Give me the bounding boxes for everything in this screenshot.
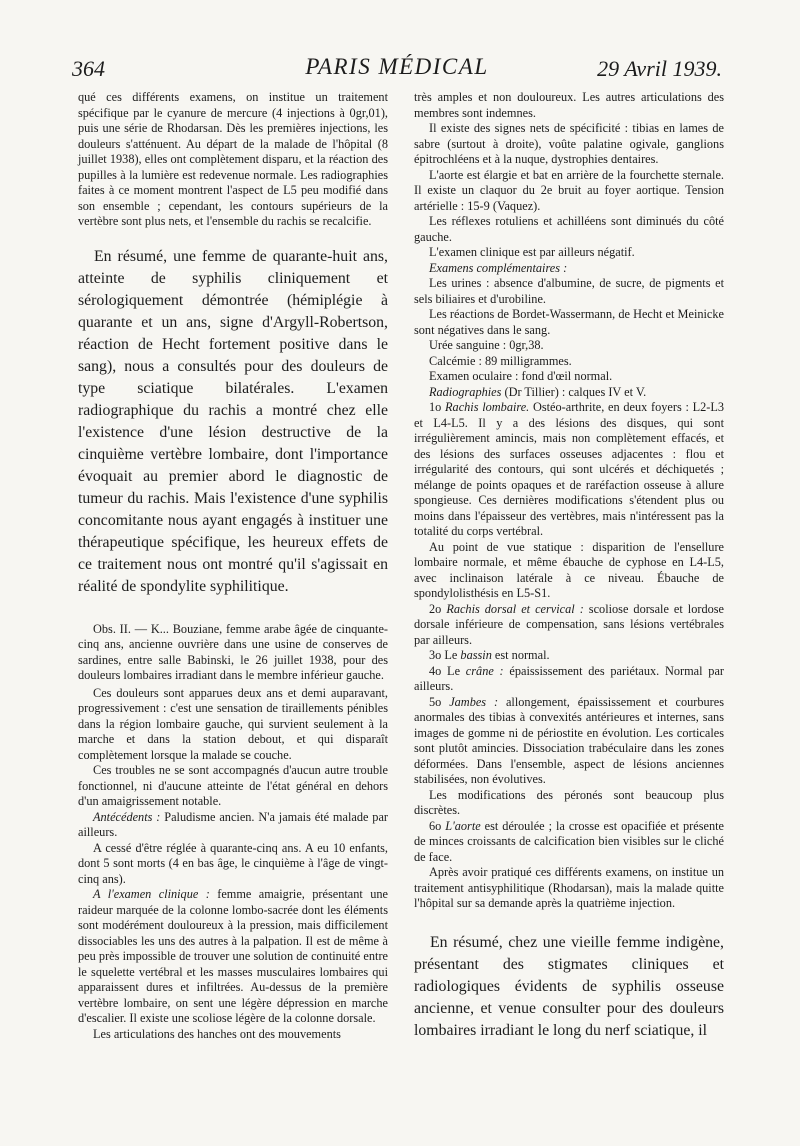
exam-paragraph [78, 887, 388, 1027]
radiographies-text: (Dr Tillier) : calques IV et V. [501, 384, 647, 399]
calcemie-line: Calcémie : 89 milligrammes. [429, 353, 572, 368]
aorte-number: 6o [429, 818, 446, 833]
urines-paragraph: Les urines : absence d'albumine, de sucre, de pigments et sels biliaires et d'urobiline. [414, 276, 724, 306]
aorte-deroulee-paragraph [414, 819, 724, 866]
rachis-lombaire-paragraph [414, 400, 724, 540]
intro-paragraph: qué ces différents examens, on institue un traitement spécifique par le cyanure de mercure (4 injections à 0gr,01), puis une série de Rhodarsan. Dès les premières injections, les douleurs s'atténuent. Au départ de la malade de l'hôpital (8 juillet 1938), elles ont complètement disparu, et la réaction des pupilles à la lumière est redevenue normale. Les radiographies faites à ce moment montrent l'aspect de L5 peu modifié dans son ensemble ; cependant, les contours supérieurs de la vertèbre sont plus nets, et l'ensemble du rachis se recalcifie. [78, 90, 388, 228]
exam-label: A l'examen clinique : [93, 887, 210, 901]
jambes-label: Jambes : [449, 694, 499, 709]
dorsal-text: scoliose dorsale et lordose dorsale inférieure de compensation, sans lésions vertébrales par ailleurs. [414, 601, 725, 647]
rachis-label: Rachis lombaire. [445, 400, 530, 414]
bassin-text: est normal. [491, 648, 550, 662]
regles-paragraph: A cessé d'être réglée à quarante-cinq ans. A eu 10 enfants, dont 5 sont morts (4 en bas âge, le cinquième à l'âge de vingt-cinq ans). [78, 840, 388, 886]
aorte-text: est déroulée ; la crosse est opacifiée et présente de minces croissants de calcification bien visibles sur le cliché de face. [414, 818, 724, 864]
dorsal-number: 2o [429, 601, 447, 616]
oculaire-line: Examen oculaire : fond d'œil normal. [429, 369, 613, 383]
reflexes-paragraph: Les réflexes rotuliens et achilléens sont diminués du côté gauche. [414, 214, 724, 244]
crane-label: crâne : [465, 663, 504, 678]
jambes-text: allongement, épaississement et courbures anormales des tibias à convexités antérieures et internes, sans images de gomme ni de périostite en évolution. Les corticales sont plutôt amincies. Dissociation trabéculaire dans les zones déformées. Dans l'ensemble, aspect de lésions anciennes stabilisées, non évolutives. [414, 694, 724, 786]
issue-date: 29 Avril 1939. [597, 56, 722, 81]
troubles-paragraph: Ces troubles ne se sont accompagnés d'aucun autre trouble fonctionnel, ni d'aucune atteinte de l'état général en dehors d'un amaigrissement notable. [78, 763, 388, 808]
radiographies-label: Radiographies [429, 384, 502, 399]
left-column [78, 90, 388, 1042]
rachis-text: Ostéo-arthrite, en deux foyers : L2-L3 et L4-L5. Il y a des lésions des disques, qui sont irrégulièrement amincis, mais non complètement effacés, et des lésions des surfaces osseuses adjacentes : flou et irrégularité des contours, qui sont ulcérés et déchiquetés ; mélange de points opaques et de raréfaction osseuse à allure spongieuse. Ces dernières modifications s'étendent plus ou moins dans l'épaisseur des vertèbres, mais n'intéressent pas la totalité du corps vertébral. [414, 400, 725, 538]
rachis-number: 1o [429, 400, 446, 414]
examen-negatif-paragraph: L'examen clinique est par ailleurs négatif. [429, 245, 635, 259]
aorte-label: L'aorte [445, 818, 481, 833]
antecedents-paragraph [78, 810, 388, 841]
continuation-paragraph: très amples et non douloureux. Les autres articulations des membres sont indemnes. [414, 90, 724, 120]
examens-complementaires-heading: Examens complémentaires : [429, 260, 568, 275]
apres-paragraph: Après avoir pratiqué ces différents examens, on institue un traitement antisyphilitique (Rhodarsan), mais la malade quitte l'hôpital sur sa demande après la quatrième injection. [414, 865, 724, 910]
crane-prefix: 4o Le [429, 663, 466, 678]
pain-paragraph: Ces douleurs sont apparues deux ans et demi auparavant, progressivement : c'est une sensation de tiraillements pénibles dans la région lombaire gauche, qui survient seulement à la marche et dans la station debout, et qui disparaît complètement lorsque la malade se couche. [78, 685, 388, 762]
exam-text: femme amaigrie, présentant une raideur marquée de la colonne lombo-sacrée dont les éléments sont modérément douloureux à la pression, mais difficilement dissociables les uns des autres à la palpation. Il est de même à peu près impossible de trouver une solution de continuité entre le squelette vertébral et les masses musculaires lombaires qui apparaissent dures et infiltrées. Au-dessus de la première vertèbre lombaire, on sent une légère dépression en marche d'escalier. Il existe une scoliose légère de la colonne dorsale. [78, 887, 388, 1025]
perones-paragraph: Les modifications des péronés sont beaucoup plus discrètes. [414, 787, 724, 817]
jambes-paragraph [414, 695, 724, 788]
antecedents-text: Paludisme ancien. N'a jamais été malade par ailleurs. [78, 809, 389, 839]
signes-paragraph: Il existe des signes nets de spécificité : tibias en lames de sabre (surtout à droite), voûte palatine ogivale, ganglions épitrochléens et à la nuque, dystrophies dentaires. [414, 121, 724, 166]
page-header [72, 52, 722, 86]
bassin-label: bassin [460, 648, 492, 662]
dorsal-label: Rachis dorsal et cervical : [446, 601, 584, 616]
rachis-dorsal-paragraph [414, 602, 724, 649]
summary-paragraph-right: En résumé, chez une vieille femme indigène, présentant des stigmates cliniques et radiologiques évidents de syphilis osseuse ancienne, et venue consulter pour des douleurs lombaires irradiant le long du nerf sciatique, il [414, 933, 724, 1039]
journal-title: PARIS MÉDICAL [305, 54, 489, 79]
aorte-paragraph: L'aorte est élargie et bat en arrière de la fourchette sternale. Il existe un claquor du 2e bruit au foyer aortique. Tension artérielle : 15-9 (Vaquez). [414, 167, 724, 213]
radiographies-line [414, 385, 724, 401]
crane-text: épaississement des pariétaux. Normal par ailleurs. [414, 663, 725, 693]
observation-paragraph: Obs. II. — K... Bouziane, femme arabe âgée de cinquante-cinq ans, ancienne ouvrière dans une usine de conserves de sardines, entre salle Babinski, le 26 juillet 1938, pour des douleurs lombaires irradiant dans le membre inférieur gauche. [78, 621, 388, 682]
bassin-line [414, 648, 724, 664]
antecedents-label: Antécédents : [93, 809, 161, 824]
crane-paragraph [414, 664, 724, 695]
bassin-prefix: 3o Le [429, 648, 461, 662]
summary-paragraph-left: En résumé, une femme de quarante-huit ans, atteinte de syphilis cliniquement et sérologiquement démontrée (hémiplégie à quarante et un ans, signe d'Argyll-Robertson, réaction de Hecht fortement positive dans le sang), nous a consultés pour des douleurs de type sciatique bilatérales. L'examen radiographique du rachis a montré chez elle l'existence d'une lésion destructive de la cinquième vertèbre lombaire, dont l'importance évoquait au premier abord le diagnostic de tumeur du rachis. Mais l'existence d'une syphilis concomitante nous ayant engagés à instituer une thérapeutique spécifique, les heureux effets de ce traitement nous ont montré qu'il s'agissait en réalité de spondylite syphilitique. [78, 247, 388, 595]
articulations-fragment: Les articulations des hanches ont des mouvements [93, 1026, 341, 1041]
reactions-paragraph: Les réactions de Bordet-Wassermann, de Hecht et Meinicke sont négatives dans le sang. [414, 307, 724, 337]
statique-paragraph: Au point de vue statique : disparition de l'ensellure lombaire normale, et même ébauche de cyphose en L4-L5, avec inclinaison latérale à ce niveau. Ébauche de spondylolisthésis en L5-S1. [414, 539, 724, 600]
jambes-number: 5o [429, 694, 450, 709]
page-number: 364 [72, 56, 105, 81]
uree-line: Urée sanguine : 0gr,38. [429, 338, 544, 352]
right-column [414, 90, 724, 1042]
